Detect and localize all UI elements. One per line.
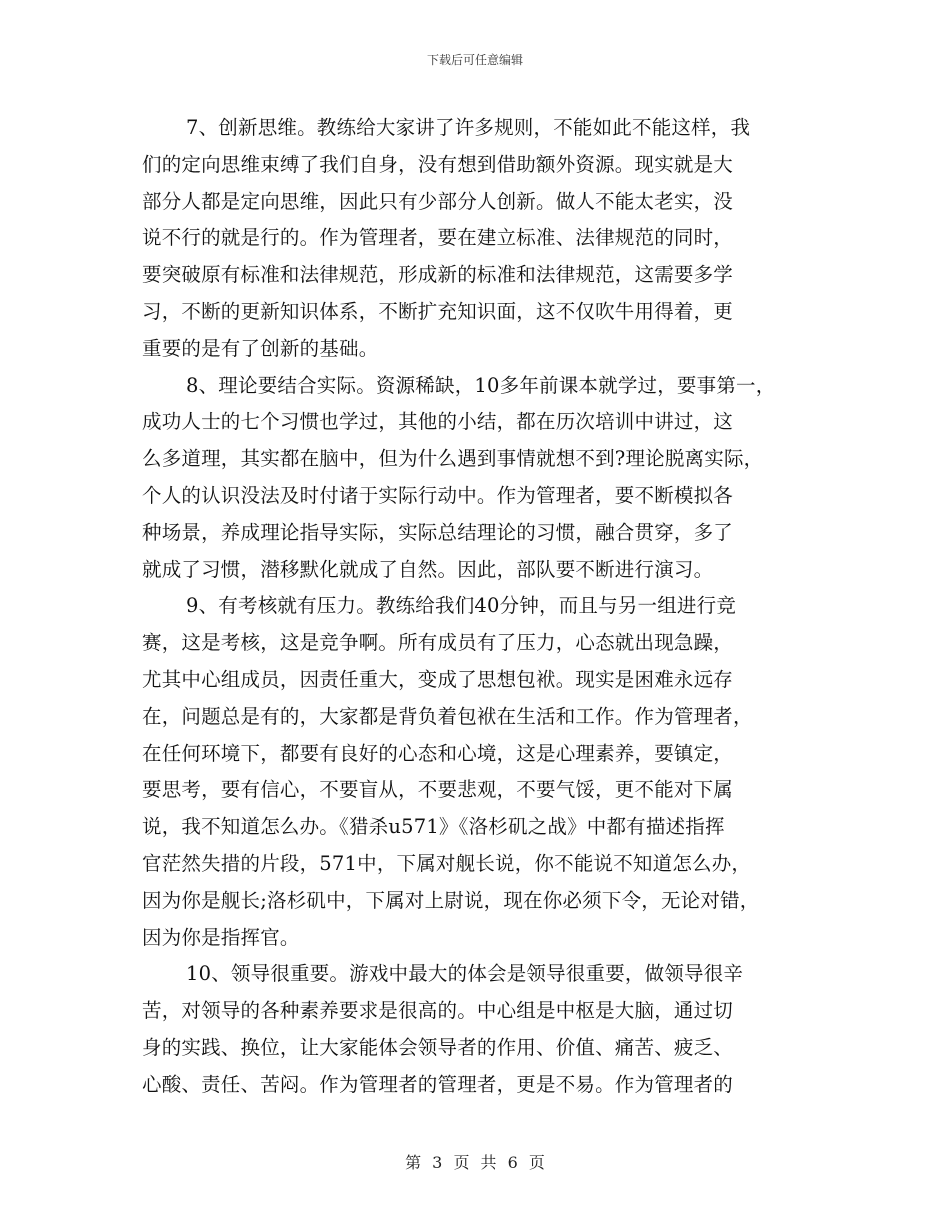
text-line: 部分人都是定向思维，因此只有少部分人创新。做人不能太老实，没: [142, 189, 734, 213]
text-line: 8、理论要结合实际。资源稀缺，10多年前课本就学过，要事第一，: [186, 373, 776, 397]
text-line: 身的实践、换位，让大家能体会领导者的作用、价值、痛苦、疲乏、: [142, 1035, 734, 1059]
text-line: 9、有考核就有压力。教练给我们40分钟，而且与另一组进行竞: [186, 594, 737, 618]
text-line: 赛，这是考核，这是竞争啊。所有成员有了压力，心态就出现急躁，: [142, 631, 734, 655]
text-line: 在，问题总是有的，大家都是背负着包袱在生活和工作。作为管理者，: [142, 704, 753, 728]
text-line: 因为你是指挥官。: [142, 925, 300, 949]
text-line: 7、创新思维。教练给大家讲了许多规则，不能如此不能这样，我: [186, 116, 751, 139]
text-line: 习，不断的更新知识体系，不断扩充知识面，这不仅吹牛用得着，更: [142, 299, 734, 323]
text-line: 要思考，要有信心，不要盲从，不要悲观，不要气馁，更不能对下属: [142, 778, 734, 802]
text-line: 种场景，养成理论指导实际，实际总结理论的习惯，融合贯穿，多了: [142, 520, 734, 544]
text-line: 说，我不知道怎么办。《猎杀u571》《洛杉矶之战》中都有描述指挥: [142, 815, 725, 839]
text-line: 苦，对领导的各种素养要求是很高的。中心组是中枢是大脑，通过切: [142, 999, 734, 1023]
text-line: 要突破原有标准和法律规范，形成新的标准和法律规范，这需要多学: [142, 263, 734, 287]
text-line: 个人的认识没法及时付诸于实际行动中。作为管理者，要不断模拟各: [142, 483, 734, 507]
text-line: 心酸、责任、苦闷。作为管理者的管理者，更是不易。作为管理者的: [142, 1072, 734, 1096]
page-number: 第 3 页 共 6 页: [405, 1153, 545, 1172]
text-line: 10、领导很重要。游戏中最大的体会是领导很重要，做领导很辛: [186, 962, 744, 986]
text-line: 重要的是有了创新的基础。: [142, 336, 379, 360]
text-line: 们的定向思维束缚了我们自身，没有想到借助额外资源。现实就是大: [142, 152, 734, 176]
text-line: 尤其中心组成员，因责任重大，变成了思想包袱。现实是困难永远存: [142, 667, 734, 691]
text-line: 成功人士的七个习惯也学过，其他的小结，都在历次培训中讲过，这: [142, 410, 734, 434]
text-line: 在任何环境下，都要有良好的心态和心境，这是心理素养，要镇定，: [142, 741, 734, 765]
document-body: [142, 110, 822, 1104]
page-header: 下载后可任意编辑: [426, 53, 523, 67]
text-line: 就成了习惯，潜移默化就成了自然。因此，部队要不断进行演习。: [142, 557, 714, 581]
text-line: 官茫然失措的片段，571中，下属对舰长说，你不能说不知道怎么办，: [142, 851, 752, 875]
text-line: 说不行的就是行的。作为管理者，要在建立标准、法律规范的同时，: [142, 226, 734, 250]
text-line: 因为你是舰长;洛杉矶中，下属对上尉说，现在你必须下令，无论对错，: [142, 888, 760, 912]
text-line: 么多道理，其实都在脑中，但为什么遇到事情就想不到?理论脱离实际，: [142, 447, 764, 471]
